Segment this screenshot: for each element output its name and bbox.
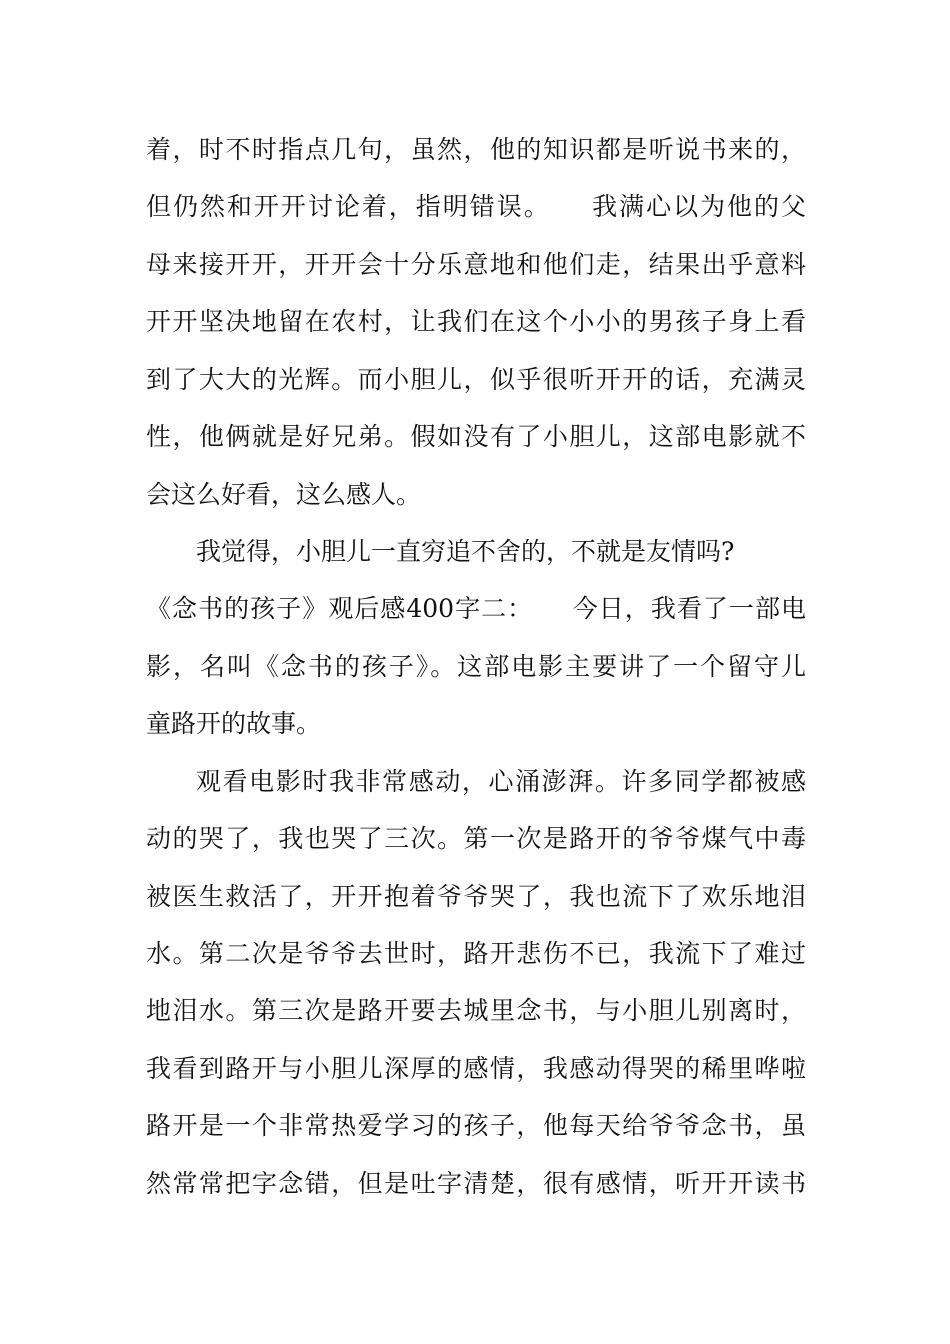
text-line: 会这么好看，这么感人。: [146, 480, 422, 509]
text-line: 性，他俩就是好兄弟。假如没有了小胆儿，这部电影就不: [146, 422, 806, 451]
text-line: 但仍然和开开讨论着，指明错误。 我满心以为他的父: [146, 192, 806, 221]
text-line: 影，名叫《念书的孩子》。这部电影主要讲了一个留守儿: [146, 652, 806, 681]
text-line: 我看到路开与小胆儿深厚的感情，我感动得哭的稀里哗啦: [146, 1054, 806, 1083]
paragraph-first-line: 我觉得，小胆儿一直穷追不舍的，不就是友情吗?: [196, 537, 735, 566]
text-line: 到了大大的光辉。而小胆儿，似乎很听开开的话，充满灵: [146, 365, 806, 394]
text-line: 母来接开开，开开会十分乐意地和他们走，结果出乎意料: [146, 250, 806, 279]
text-line: 开开坚决地留在农村，让我们在这个小小的男孩子身上看: [146, 307, 806, 336]
section-heading-line: 《念书的孩子》观后感400字二： 今日，我看了一部电: [146, 594, 806, 623]
text-line: 着，时不时指点几句，虽然，他的知识都是听说书来的，: [146, 135, 806, 164]
text-line: 水。第二次是爷爷去世时，路开悲伤不已，我流下了难过: [146, 939, 806, 968]
text-line: 路开是一个非常热爱学习的孩子，他每天给爷爷念书，虽: [146, 1111, 806, 1140]
paragraph-first-line: 观看电影时我非常感动，心涌澎湃。许多同学都被感: [196, 767, 806, 796]
text-line: 童路开的故事。: [146, 709, 322, 738]
text-line: 被医生救活了，开开抱着爷爷哭了，我也流下了欢乐地泪: [146, 882, 806, 911]
text-line: 地泪水。第三次是路开要去城里念书，与小胆儿别离时，: [146, 996, 806, 1025]
text-line: 然常常把字念错，但是吐字清楚，很有感情，听开开读书: [146, 1169, 806, 1198]
text-line: 动的哭了，我也哭了三次。第一次是路开的爷爷煤气中毒: [146, 824, 806, 853]
